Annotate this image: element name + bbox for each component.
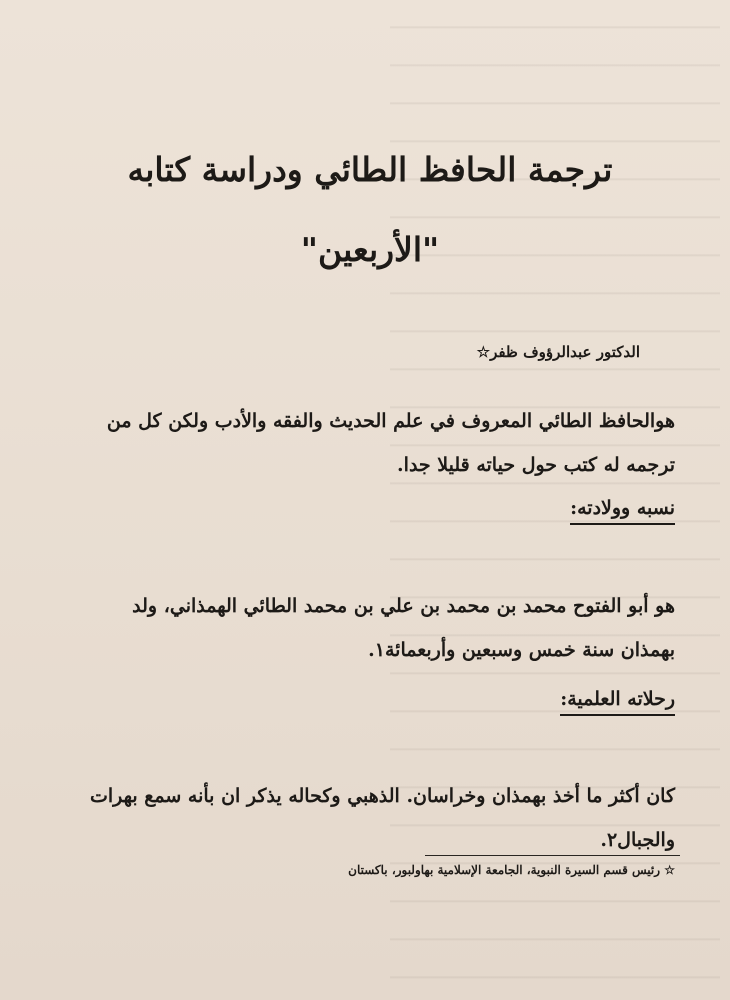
section-heading-travels: رحلاته العلمية: (560, 688, 675, 716)
section-heading-lineage: نسبه وولادته: (570, 497, 675, 525)
footnote: ☆ رئيس قسم السيرة النبوية، الجامعة الإسلامية بهاولبور، باكستان (348, 863, 675, 877)
lineage-paragraph: هو أبو الفتوح محمد بن محمد بن علي بن محمد الطائي الهمذاني، ولد بهمذان سنة خمس وسبعين وأربعمائة١. (132, 595, 675, 661)
travels-paragraph: كان أكثر ما أخذ بهمذان وخراسان. الذهبي وكحاله يذكر ان بأنه سمع بهرات والجبال٢. (89, 785, 675, 851)
author-line: الدكتور عبدالرؤوف ظفر☆ (476, 343, 640, 361)
intro-paragraph: هوالحافظ الطائي المعروف في علم الحديث والفقه والأدب ولكن كل من ترجمه له كتب حول حياته قليلا جدا. (106, 410, 675, 476)
article-subtitle: "الأربعين" (300, 230, 440, 269)
footnote-divider (425, 855, 680, 856)
article-title: ترجمة الحافظ الطائي ودراسة كتابه (127, 150, 613, 189)
